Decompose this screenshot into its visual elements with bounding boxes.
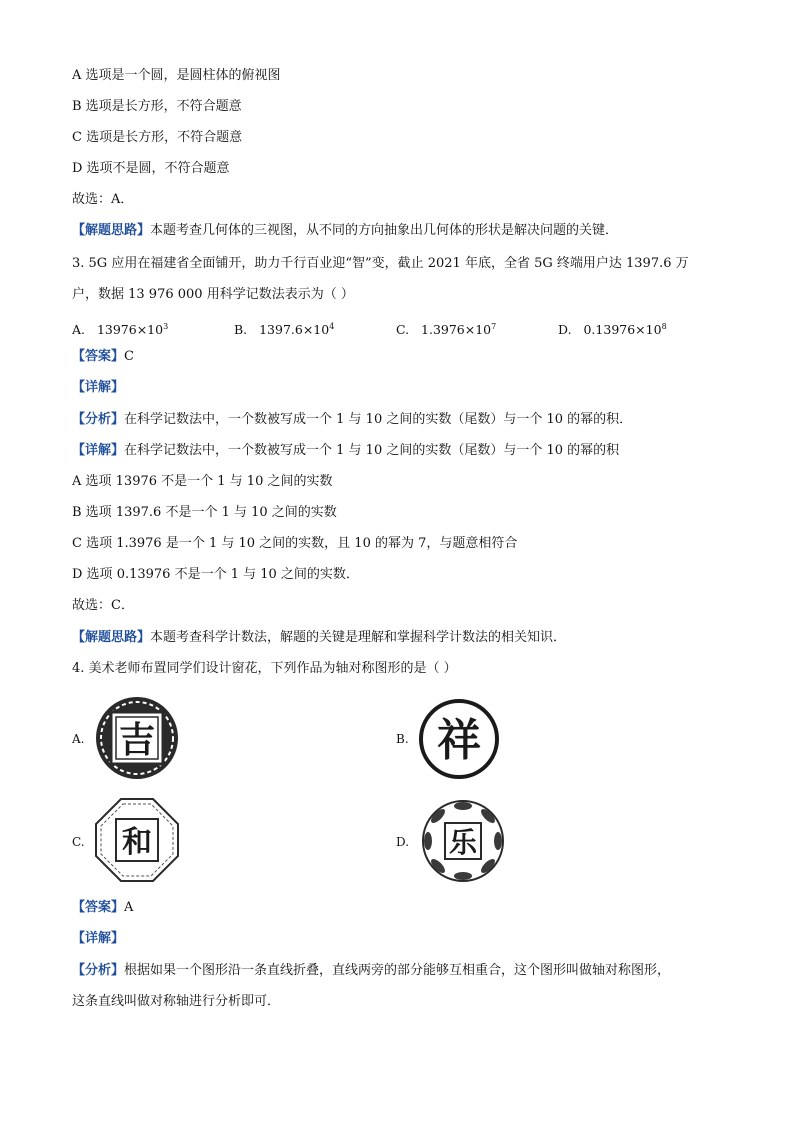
text-line: B 选项是长方形，不符合题意 xyxy=(72,99,242,114)
question-4-line: 4. 美术老师布置同学们设计窗花，下列作品为轴对称图形的是（ ） xyxy=(72,661,457,676)
option-exponent: 4 xyxy=(329,322,335,331)
figure-char: 吉 xyxy=(118,720,156,761)
option-value: 13976×10 xyxy=(96,322,164,338)
option-value: 1397.6×10 xyxy=(259,322,330,338)
figure-char: 乐 xyxy=(448,826,478,859)
figure-label: A. xyxy=(72,732,85,746)
figure-b-xiang xyxy=(418,698,500,780)
solution-tip xyxy=(72,222,618,240)
text-line: D 选项 0.13976 不是一个 1 与 10 之间的实数． xyxy=(72,567,359,582)
figure-char: 和 xyxy=(122,825,152,860)
answer-line xyxy=(72,899,133,917)
section-tag: 【解题思路】 xyxy=(72,223,151,238)
figure-char: 祥 xyxy=(437,715,481,766)
figure-label: C. xyxy=(72,835,85,849)
option-value: 1.3976×10 xyxy=(421,322,492,338)
text-line: C 选项 1.3976 是一个 1 与 10 之间的实数，且 10 的幂为 7，与题意相符合 xyxy=(72,536,518,551)
figure-c-he xyxy=(94,797,180,883)
text-line: C 选项是长方形，不符合题意 xyxy=(72,130,243,145)
detail-line xyxy=(72,442,619,460)
option-b xyxy=(234,318,334,339)
analysis-line xyxy=(72,962,670,980)
detail-text: 在科学记数法中，一个数被写成一个 1 与 10 之间的实数（尾数）与一个 10 的幂的积 xyxy=(124,443,620,458)
option-exponent: 7 xyxy=(491,322,497,331)
text-line: 故选：A． xyxy=(72,192,134,207)
analysis-text: 在科学记数法中，一个数被写成一个 1 与 10 之间的实数（尾数）与一个 10 的幂的积． xyxy=(124,412,633,427)
option-label: B. xyxy=(234,322,248,338)
analysis-text: 根据如果一个图形沿一条直线折叠，直线两旁的部分能够互相重合，这个图形叫做轴对称图形， xyxy=(124,963,671,978)
text-line: 故选：C． xyxy=(72,598,134,613)
answer-value: A xyxy=(124,900,134,915)
section-tag: 【详解】 xyxy=(72,443,125,458)
option-label: C. xyxy=(396,322,410,338)
option-label: A. xyxy=(72,322,86,338)
section-tag: 【答案】 xyxy=(72,900,125,915)
section-tag: 【答案】 xyxy=(72,349,125,364)
answer-line xyxy=(72,348,134,366)
solution-tip xyxy=(72,629,566,647)
option-a xyxy=(72,318,168,339)
tip-text: 本题考查科学计数法，解题的关键是理解和掌握科学计数法的相关知识． xyxy=(150,630,567,645)
option-c xyxy=(396,318,496,339)
option-d xyxy=(558,318,667,339)
detail-heading: 【详解】 xyxy=(72,380,125,395)
detail-heading: 【详解】 xyxy=(72,931,125,946)
answer-value: C xyxy=(124,349,134,364)
question-3-options xyxy=(72,318,732,336)
question-3-line-2: 户，数据 13 976 000 用科学记数法表示为（ ） xyxy=(72,287,354,302)
figure-d-le xyxy=(420,798,506,884)
figure-label: B. xyxy=(396,732,409,746)
option-label: D. xyxy=(558,322,572,338)
option-value: 0.13976×10 xyxy=(583,322,662,338)
text-line: 这条直线叫做对称轴进行分析即可． xyxy=(72,994,281,1009)
option-exponent: 3 xyxy=(163,322,169,331)
text-line: D 选项不是圆，不符合题意 xyxy=(72,161,230,176)
section-tag: 【解题思路】 xyxy=(72,630,151,645)
section-tag: 【分析】 xyxy=(72,963,125,978)
analysis-line xyxy=(72,411,632,429)
question-3-line-1: 3. 5G 应用在福建省全面铺开，助力千行百业迎“智”变，截止 2021 年底，全省 5G 终端用户达 1397.6 万 xyxy=(72,256,689,271)
text-line: A 选项 13976 不是一个 1 与 10 之间的实数 xyxy=(72,474,333,489)
text-line: B 选项 1397.6 不是一个 1 与 10 之间的实数 xyxy=(72,505,337,520)
figure-a-ji xyxy=(94,695,180,781)
tip-text: 本题考查几何体的三视图，从不同的方向抽象出几何体的形状是解决问题的关键． xyxy=(150,223,619,238)
text-line: A 选项是一个圆，是圆柱体的俯视图 xyxy=(72,68,281,83)
option-exponent: 8 xyxy=(661,322,667,331)
section-tag: 【分析】 xyxy=(72,412,125,427)
figure-label: D. xyxy=(396,835,410,849)
